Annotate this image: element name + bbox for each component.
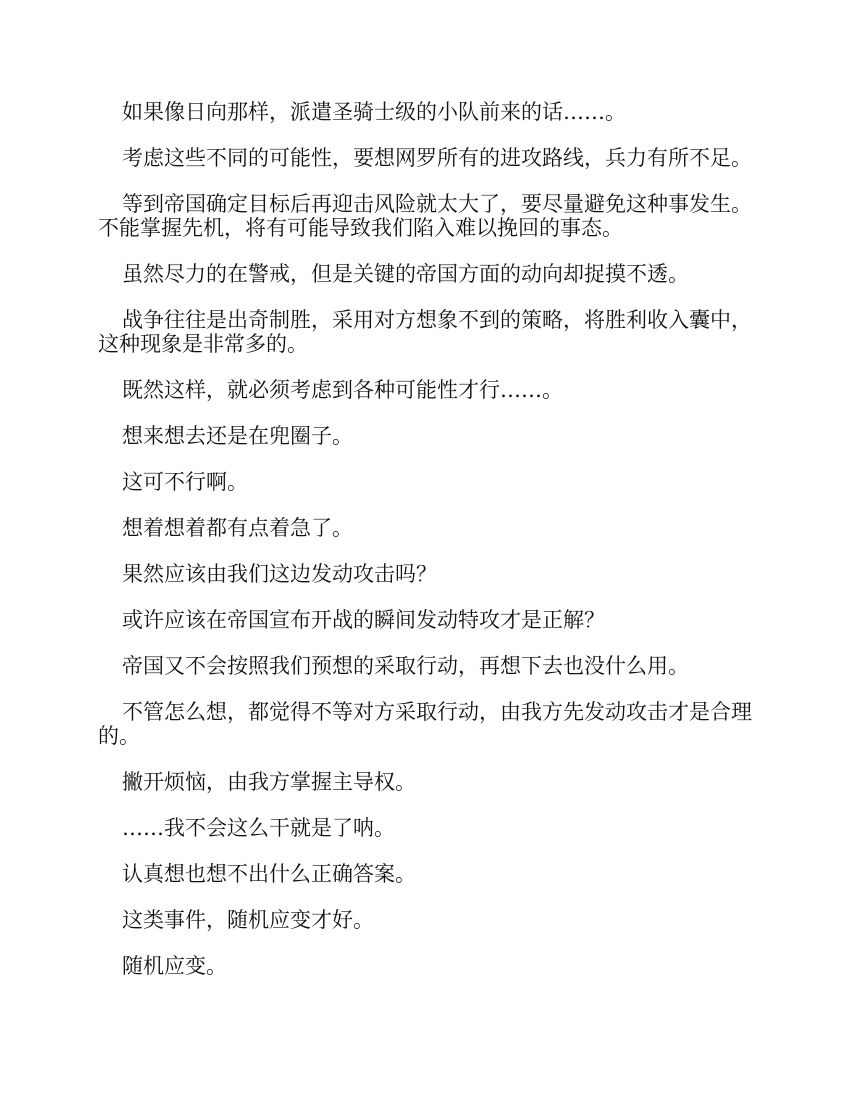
text-line: 认真想也想不出什么正确答案。 [122,862,416,886]
document-page [98,100,750,1000]
text-line: 考虑这些不同的可能性，要想网罗所有的进攻路线，兵力有所不足。 [122,146,752,170]
paragraph [98,608,750,632]
paragraph [98,654,750,678]
text-line: 想来想去还是在兜圈子。 [122,424,353,448]
paragraph [98,378,750,402]
paragraph [98,562,750,586]
text-line: 随机应变。 [122,954,227,978]
text-line: 虽然尽力的在警戒，但是关键的帝国方面的动向却捉摸不透。 [122,262,689,286]
paragraph [98,146,750,170]
paragraph [98,908,750,932]
paragraph [98,516,750,540]
paragraph [98,862,750,886]
paragraph [98,308,750,356]
text-line: 撇开烦恼，由我方掌握主导权。 [122,770,416,794]
paragraph [98,954,750,978]
text-line: 想着想着都有点着急了。 [122,516,353,540]
text-line: 帝国又不会按照我们预想的采取行动，再想下去也没什么用。 [122,654,689,678]
text-line: 这类事件，随机应变才好。 [122,908,374,932]
text-line: 如果像日向那样，派遣圣骑士级的小队前来的话……。 [122,100,626,124]
text-line: 战争往往是出奇制胜，采用对方想象不到的策略，将胜利收入囊中， [122,308,752,332]
text-line: 等到帝国确定目标后再迎击风险就太大了，要尽量避免这种事发生。 [122,192,752,216]
text-line: 果然应该由我们这边发动攻击吗？ [122,562,437,586]
paragraph [98,700,750,748]
text-line: 这可不行啊。 [122,470,248,494]
paragraph [98,470,750,494]
text-line: 这种现象是非常多的。 [98,332,308,356]
paragraph [98,424,750,448]
text-line: 或许应该在帝国宣布开战的瞬间发动特攻才是正解？ [122,608,605,632]
paragraph [98,262,750,286]
text-line: 的。 [98,724,140,748]
paragraph [98,816,750,840]
text-line: 既然这样，就必须考虑到各种可能性才行……。 [122,378,563,402]
text-line: 不能掌握先机，将有可能导致我们陷入难以挽回的事态。 [98,216,623,240]
text-line: 不管怎么想，都觉得不等对方采取行动，由我方先发动攻击才是合理 [122,700,752,724]
text-line: ……我不会这么干就是了呐。 [122,816,395,840]
paragraph [98,100,750,124]
paragraph [98,192,750,240]
paragraph [98,770,750,794]
